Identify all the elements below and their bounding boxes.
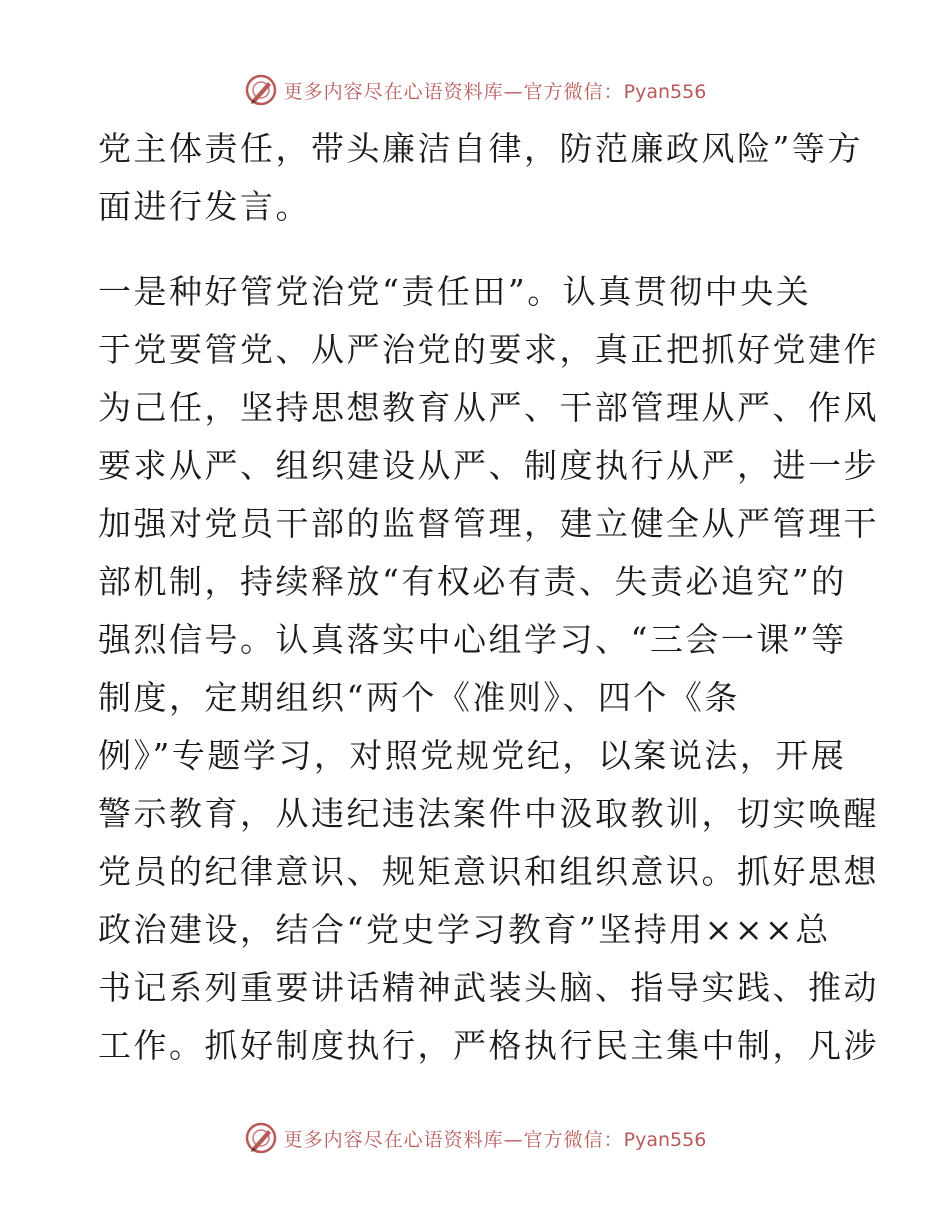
paragraph-2 [98, 263, 879, 1075]
text-line: 面进行发言。 [98, 187, 311, 226]
text-line: 书记系列重要讲话精神武装头脑、指导实践、推动 [98, 968, 879, 1007]
text-line: 强烈信号。认真落实中心组学习、“三会一课”等 [98, 620, 847, 659]
text-line: 党员的纪律意识、规矩意识和组织意识。抓好思想 [98, 852, 879, 891]
text-line: 工作。抓好制度执行，严格执行民主集中制，凡涉 [98, 1026, 879, 1065]
text-line: 例》”专题学习，对照党规党纪，以案说法，开展 [98, 736, 847, 775]
text-line: 制度，定期组织“两个《准则》、四个《条 [98, 678, 740, 717]
text-line: 要求从严、组织建设从严、制度执行从严，进一步 [98, 446, 879, 485]
text-line: 政治建设，结合“党史学习教育”坚持用×××总 [98, 910, 831, 949]
header-watermark [0, 70, 950, 110]
paragraph-1 [98, 120, 863, 236]
footer-watermark [0, 1118, 950, 1158]
text-line: 一是种好管党治党“责任田”。认真贯彻中央关 [98, 272, 812, 311]
pen-logo-icon [244, 1121, 278, 1155]
footer-watermark-text: 更多内容尽在心语资料库—官方微信：Pyan556 [283, 1128, 707, 1151]
text-line: 于党要管党、从严治党的要求，真正把抓好党建作 [98, 330, 879, 369]
header-watermark-text: 更多内容尽在心语资料库—官方微信：Pyan556 [283, 80, 707, 103]
text-line: 加强对党员干部的监督管理，建立健全从严管理干 [98, 504, 879, 543]
document-body [98, 120, 879, 1075]
text-line: 警示教育，从违纪违法案件中汲取教训，切实唤醒 [98, 794, 879, 833]
text-line: 为己任，坚持思想教育从严、干部管理从严、作风 [98, 388, 879, 427]
text-line: 党主体责任，带头廉洁自律，防范廉政风险”等方 [98, 129, 863, 168]
text-line: 部机制，持续释放“有权必有责、失责必追究”的 [98, 562, 847, 601]
pen-logo-icon [244, 73, 278, 107]
